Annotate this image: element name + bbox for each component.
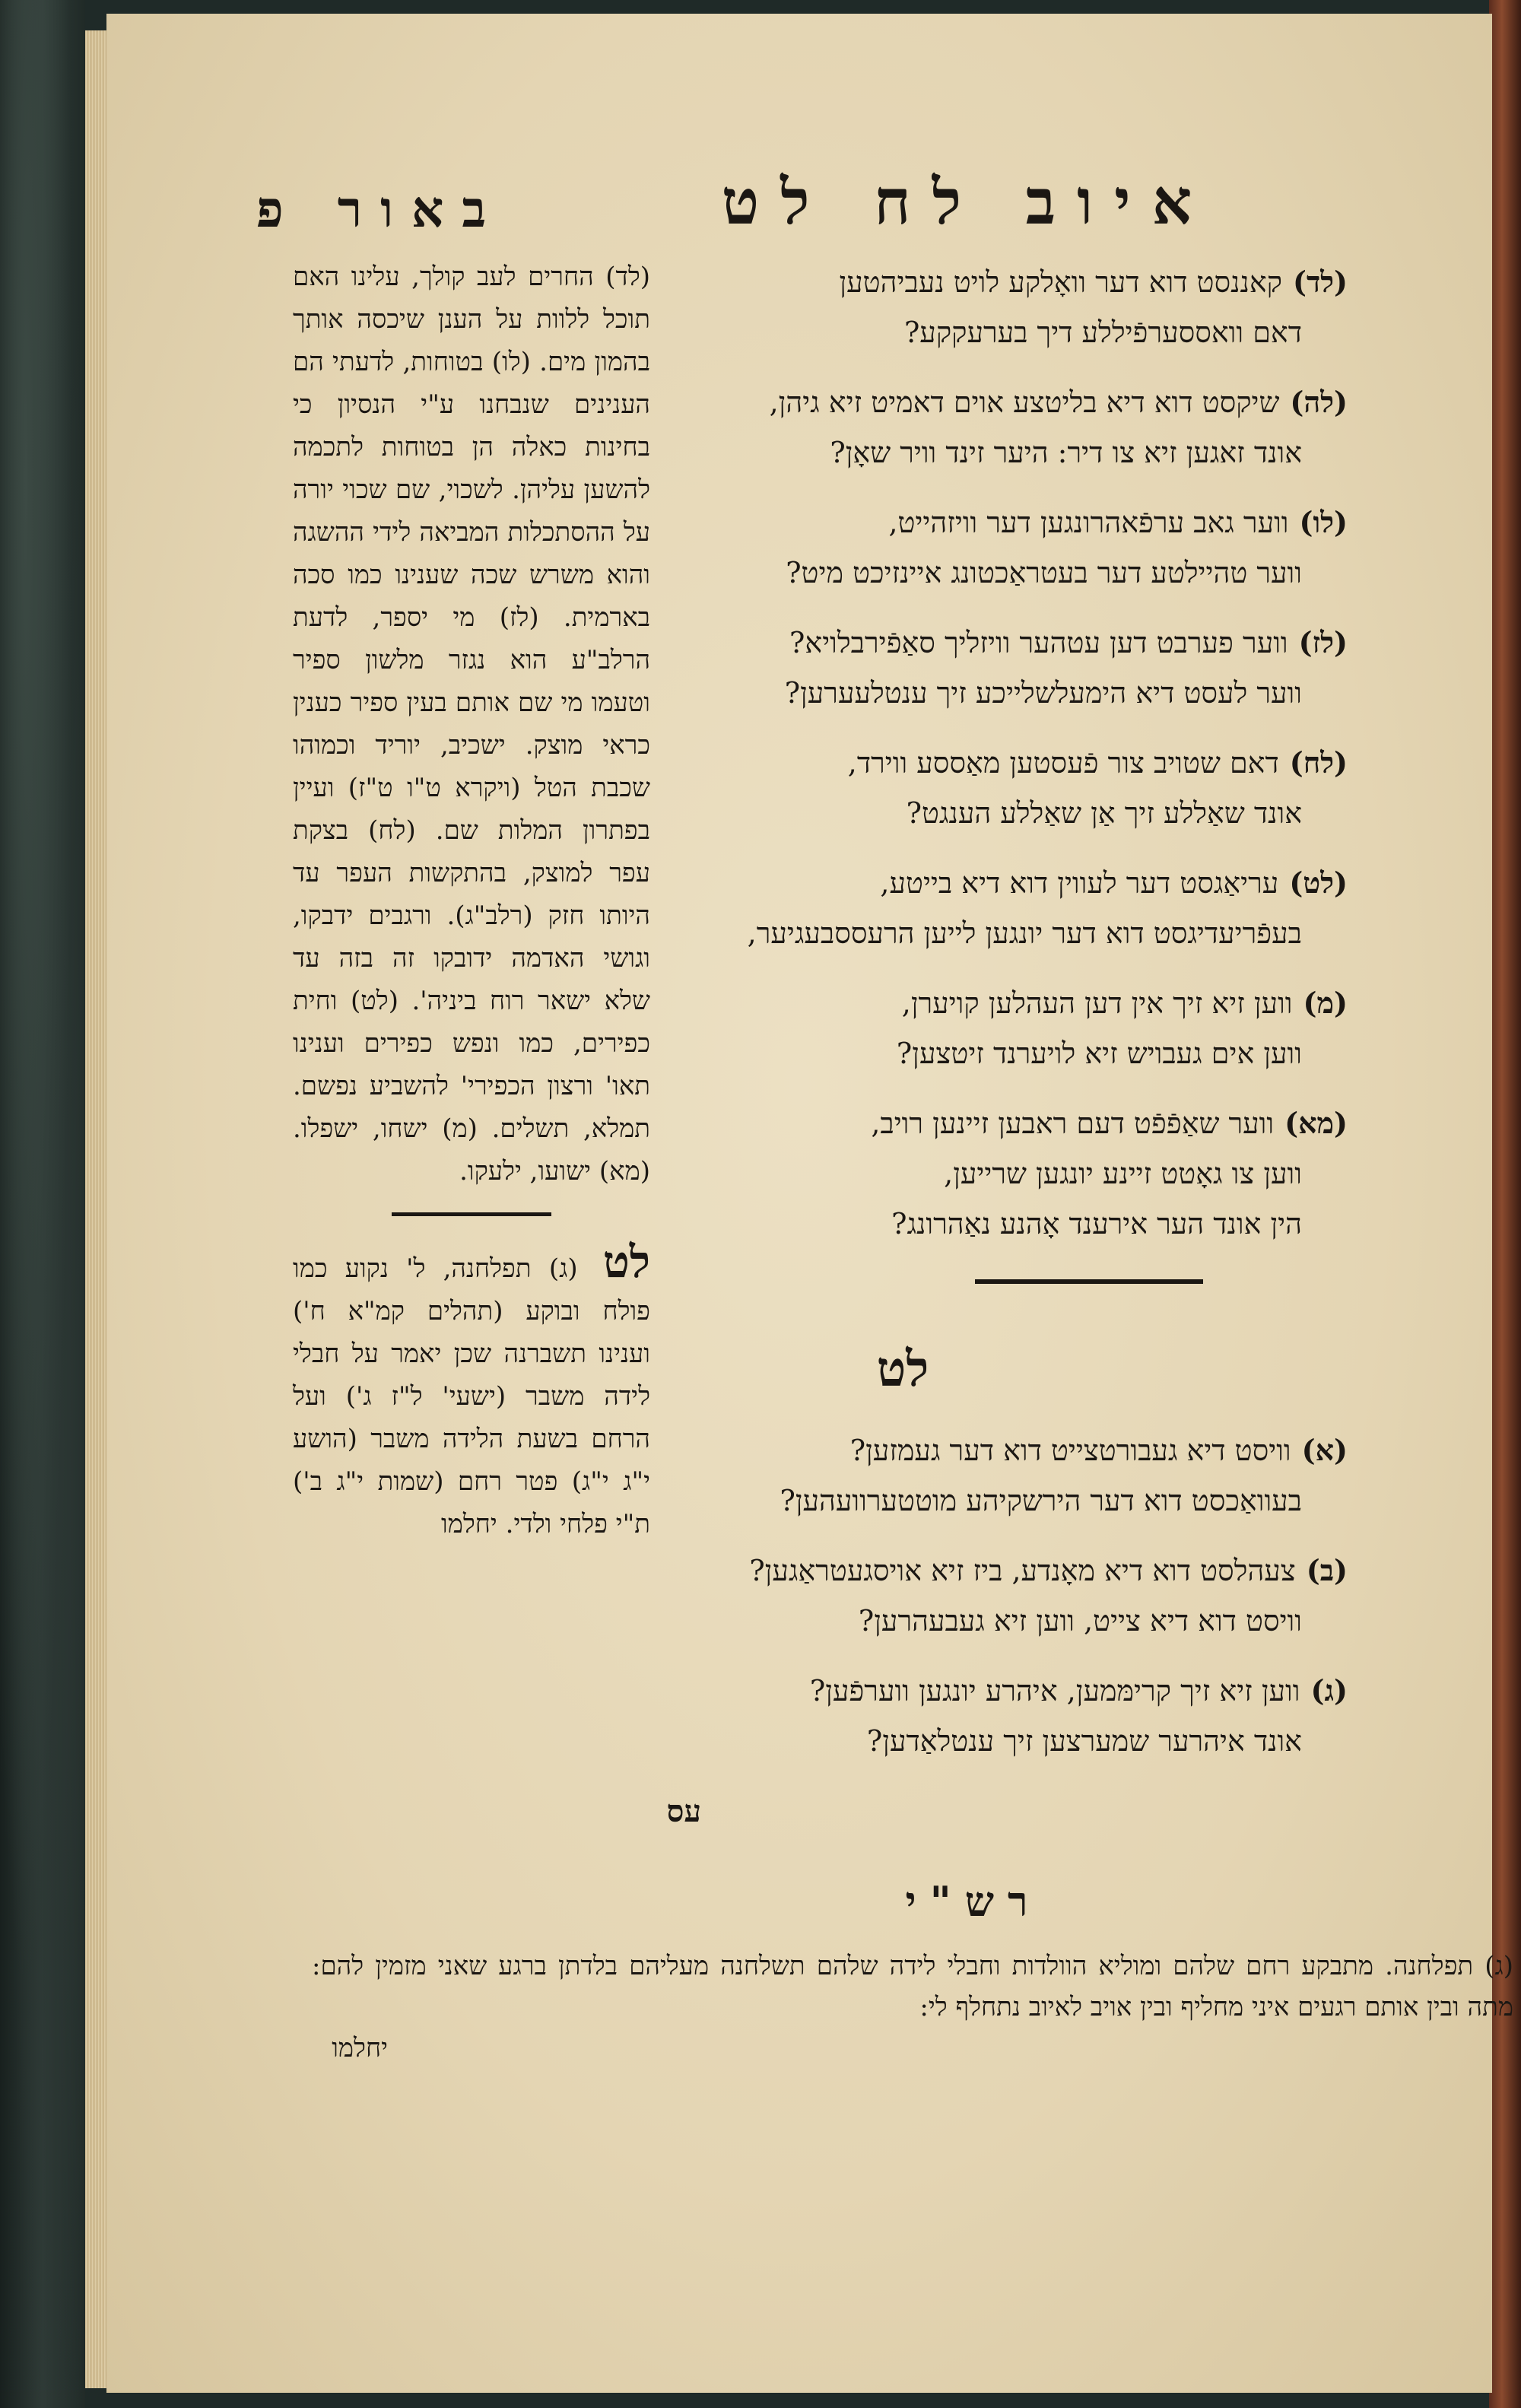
verse xyxy=(595,1546,1348,1646)
verse-number: (מא) xyxy=(1284,1106,1348,1140)
catchword: עס xyxy=(666,1793,701,1829)
verse xyxy=(595,1098,1348,1249)
verse-line xyxy=(595,1596,1348,1646)
verse-line xyxy=(595,1425,1348,1476)
verse-text: אונד איהרער שמערצען זיך ענטלאַדען? xyxy=(866,1724,1302,1758)
rashi-text: (ג) תפלחנה. מתבקע רחם שלהם ומוליא הוולדות וחבלי לידה שלהם תשלחנה מעליהם בלדתן ברגע שאני מזמין להם: מתה ובין אותם רגעים איני מחליף ובין אויב לאיוב נתחלף לי: xyxy=(312,1951,1513,2022)
verse xyxy=(595,257,1348,357)
verse-line xyxy=(595,548,1348,598)
verse-line xyxy=(595,1716,1348,1766)
verse-line xyxy=(595,497,1348,548)
verse-line xyxy=(595,1199,1348,1249)
verse-line xyxy=(595,257,1348,307)
verse-text: וויסט דוא דיא צייט, ווען זיא געבעהרען? xyxy=(858,1604,1302,1638)
verse-number: (א) xyxy=(1301,1433,1348,1467)
verse-number: (ב) xyxy=(1306,1553,1348,1587)
verse-number: (לז) xyxy=(1298,625,1348,659)
commentary-block-1: (לד) החרים לעב קולך, עלינו האם תוכל ללוות על הענן שיכסה אותך בהמון מים. (לו) בטוחות, לדעתי הם הענינים שנבחנו ע"י הנסיון כי בחינות כאלה הן בטוחות לתכמה להשען עליהן. לשכוי, שם שכוי יורה על ההסתכלות המביאה לידי ההשגה והוא משרש שכה שענינו כמו סכה בארמית. (לז) מי יספר, לדעת הרלב"ע הוא נגזר מלשון ספיר וטעמו מי שם אותם בעין ספיר כענין כראי מוצק. ישכיב, יוריד וכמוהו שכבת הטל (ויקרא ט"ו ט"ז) ועיין בפתרון המלות שם. (לח) בצקת עפר למוצק, בהתקשות העפר עד היותו חזק (רלב"ג). ורגבים ידבקו, וגושי האדמה ידובקו זה בזה עד שלא ישאר רוח ביניה'. (לט) וחית כפירים, כמו ונפש כפירים וענינו תאו' ורצון הכפירי' להשביע נפשם. תמלא, תשלים. (מ) ישחו, ישפלו. (מא) ישועו, ילעקו. xyxy=(293,262,650,1187)
verse-line xyxy=(595,618,1348,668)
verse xyxy=(595,618,1348,718)
verse xyxy=(595,497,1348,598)
verse-text: אונד שאַללע זיך אַן שאַללע הענגט? xyxy=(906,796,1302,830)
verse-line xyxy=(595,427,1348,478)
verse-number: (מ) xyxy=(1303,986,1348,1020)
book-page xyxy=(106,14,1513,2393)
book-cover-left xyxy=(0,0,85,2408)
verse xyxy=(595,1666,1348,1766)
verse-line xyxy=(595,377,1348,427)
verse-text: קאננסט דוא דער וואָלקע לויט נעביהטען xyxy=(839,265,1282,299)
rashi-last-word: יחלמו xyxy=(332,2033,388,2063)
verse-line xyxy=(595,307,1348,357)
verse-text: ווער פערבט דען עטהער וויזליך סאַפֿירבלויא? xyxy=(789,626,1288,659)
verse-text: הין אונד הער אירענד אָהנע נאַהרונג? xyxy=(891,1207,1302,1241)
translation-column xyxy=(595,257,1348,1786)
verse xyxy=(595,377,1348,478)
verse-text: עריאַגסט דער לעווין דוא דיא בייטע, xyxy=(880,866,1279,900)
verse-line xyxy=(595,1098,1348,1148)
verse xyxy=(595,1425,1348,1526)
commentary-column xyxy=(293,256,650,1546)
commentary-block-2-text: (ג) תפלחנה, ל' נקוע כמו פולח ובוקע (תהלים קמ"א ח') וענינו תשברנה שכן יאמר על חבלי לידה משבר (ישעי' ל"ז ג') ועל הרחם בשעת הלידה משבר (הושע י"ג י"ג) פטר רחם (שמות י"ג ב') ת"י פלחי ולדי. יחלמו xyxy=(293,1253,650,1539)
verse-line xyxy=(595,668,1348,718)
verse-line xyxy=(595,1546,1348,1596)
verse-text: ווער לעסט דיא הימעלשלייכע זיך ענטלעערען? xyxy=(784,676,1302,710)
verse-line xyxy=(595,858,1348,908)
verse-number: (לד) xyxy=(1292,265,1348,299)
rashi-title: רש"י xyxy=(905,1877,1042,1926)
verse-number: (ג) xyxy=(1310,1673,1348,1708)
verse-text: ווען זיא זיך קרימּמען, איהרע יונגען ווערפֿען? xyxy=(809,1674,1300,1708)
verse-text: דאם וואססערפֿיללע דיך בערעקקע? xyxy=(903,316,1302,349)
verse-number: (לח) xyxy=(1289,745,1348,780)
page-edges xyxy=(85,30,108,2388)
verse-text: דאם שטויב צור פֿעסטען מאַססע ווירד, xyxy=(847,746,1279,780)
verse-text: ווען זיא זיך אין דען העהלען קויערן, xyxy=(901,986,1293,1020)
verse-text: ווער שאַפֿפֿט דעם ראבען זיינען רויב, xyxy=(871,1107,1275,1140)
verse-text: ווען אים געבויש זיא לויערנד זיטצען? xyxy=(896,1037,1302,1070)
verse-line xyxy=(595,788,1348,838)
verse-number: (לט) xyxy=(1289,866,1348,900)
verse-text: אונד זאגען זיא צו דיר: היער זינד וויר שאָן? xyxy=(830,436,1302,469)
verse-text: ווען צו גאָטט זיינע יונגען שרייען, xyxy=(944,1157,1302,1190)
verse-line xyxy=(595,1028,1348,1079)
verse-text: צעהלסט דוא דיא מאָנדע, ביז זיא אויסגעטראַגען? xyxy=(749,1554,1296,1587)
page-title-main: איוב לח לט xyxy=(721,166,1214,239)
chapter-38-verses xyxy=(595,257,1348,1249)
verse-text: בעפֿריעדיגסט דוא דער יונגען לייען הרעססבעגיער, xyxy=(747,917,1302,950)
verse xyxy=(595,858,1348,958)
verse-text: וויסט דיא געבורטצייט דוא דער געמזען? xyxy=(849,1434,1291,1467)
section-divider xyxy=(975,1279,1203,1284)
verse-line xyxy=(595,978,1348,1028)
commentary-block-2 xyxy=(293,1236,650,1546)
page-title-commentary: באור פ xyxy=(256,179,505,239)
verse-line xyxy=(595,1148,1348,1199)
verse-number: (לה) xyxy=(1290,385,1348,419)
commentary-divider xyxy=(392,1212,551,1216)
verse-line xyxy=(595,738,1348,788)
verse-number: (לו) xyxy=(1299,505,1348,539)
chapter-heading: לט xyxy=(876,1341,929,1398)
verse-text: בעוואַכסט דוא דער הירשקיהע מוטטערוועהען? xyxy=(780,1484,1302,1517)
commentary-chapter-mark: לט xyxy=(602,1236,650,1288)
verse-line xyxy=(595,1666,1348,1716)
verse xyxy=(595,978,1348,1079)
verse-text: ווער גאב ערפֿאהרונגען דער וויזהייט, xyxy=(888,506,1289,539)
rashi-commentary xyxy=(312,1946,1513,2069)
verse-line xyxy=(595,1476,1348,1526)
verse-text: שיקסט דוא דיא בליטצע אוים דאמיט זיא גיהן, xyxy=(769,386,1280,419)
verse xyxy=(595,738,1348,838)
verse-text: ווער טהיילטע דער בעטראַכטונג איינזיכט מיט? xyxy=(786,556,1302,589)
verse-line xyxy=(595,908,1348,958)
chapter-39-verses xyxy=(595,1425,1348,1766)
